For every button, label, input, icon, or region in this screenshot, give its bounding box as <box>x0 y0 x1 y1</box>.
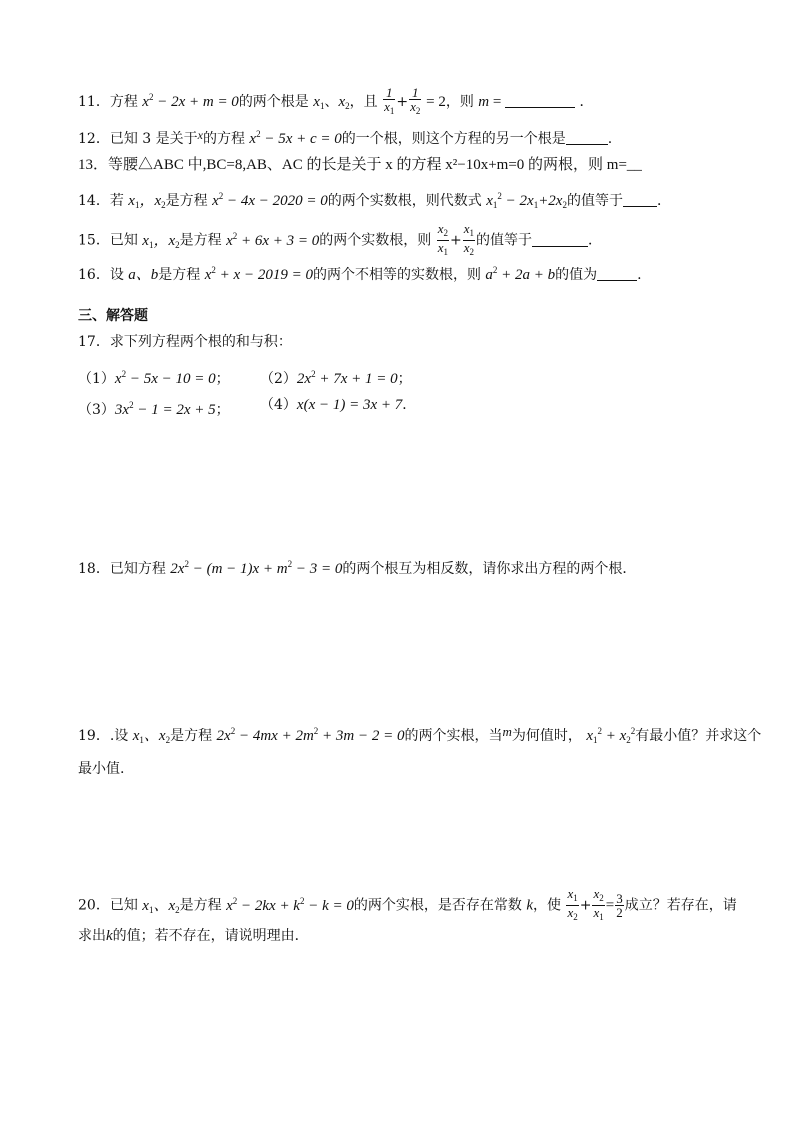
roots: $x_1$、$x_2$ <box>142 897 180 915</box>
answer-blank[interactable] <box>566 130 608 145</box>
equation: $2x^2 - 4mx + 2m^2 + 3m - 2 = 0$ <box>216 726 405 744</box>
fraction: $\frac{x_2}{x_1}$ <box>593 886 604 922</box>
answer-blank[interactable] <box>505 93 575 108</box>
answer-blank[interactable] <box>597 266 637 281</box>
question-number: 11． <box>78 94 110 110</box>
sub-question-4: （4）x(x − 1) = 3x + 7． <box>260 397 417 413</box>
question-14: 14．若 $x_1$，$x_2$是方程 $x^2 - 4x - 2020 = 0$的两个实数根，则代数式 $x_1^2 - 2x_1+2x_2$的值等于 ． <box>78 191 671 210</box>
roots: $x_1$ <box>313 94 325 111</box>
answer-blank[interactable] <box>623 192 657 207</box>
question-number: 12． <box>78 131 110 147</box>
question-11: 11．方程 $x^2 - 2x + m = 0$的两个根是 $x_1$、$x_2$，且 $\frac{1}{x_1}$ + $\frac{1}{x_2}$ = 2，则 m = ． <box>78 85 594 116</box>
sub-question-1: $(1)x^2 - 5x - 10 = 0$； <box>78 369 230 387</box>
fraction: $\frac{1}{x_1}$ <box>384 85 395 116</box>
question-number: 20． <box>78 897 110 914</box>
sub-question-2: $(2)2x^2 + 7x + 1 = 0$； <box>260 369 412 387</box>
question-20-continued: 求出k的值；若不存在，请说明理由． <box>78 928 309 944</box>
question-17: 17．求下列方程两个根的和与积： <box>78 334 292 350</box>
question-number: 13． <box>78 157 109 173</box>
fraction: $\frac{x_1}{x_2}$ <box>463 221 475 257</box>
expression: $x_1^2 - 2x_1+2x_2$ <box>486 191 567 210</box>
question-number: 18． <box>78 561 110 577</box>
question-13: 13．等腰△ABC 中,BC=8,AB、AC 的长是关于 x 的方程 x²−10x+m=0 的两根，则 m=__ <box>78 157 642 173</box>
fraction: $\frac{1}{x_2}$ <box>410 85 421 116</box>
sub-question-3: $(3)3x^2 - 1 = 2x + 5$； <box>78 400 230 418</box>
question-number: 14． <box>78 193 110 209</box>
question-19-continued: 最小值. <box>78 761 125 777</box>
roots: $x_1$、$x_2$ <box>132 728 171 745</box>
expression: $a^2 + 2a + b$ <box>485 265 556 283</box>
question-18: 18．已知方程 $2x^2 - (m - 1)x + m^2 - 3 = 0$的两个根互为相反数，请你求出方程的两个根． <box>78 559 637 577</box>
question-number: 19． <box>78 728 110 744</box>
equation: $2x^2 - (m - 1)x + m^2 - 3 = 0$ <box>170 559 343 577</box>
fraction: $\frac{x_2}{x_1}$ <box>437 221 449 257</box>
equation: $x^2 - 2kx + k^2 - k = 0$ <box>226 895 354 914</box>
question-15: 15．已知 $x_1$，$x_2$是方程 $x^2 + 6x + 3 = 0$的两个实数根，则 $\frac{x_2}{x_1}$ + $\frac{x_1}{x_2}$ 的值等于 ． <box>78 221 603 257</box>
question-number: 16． <box>78 267 110 283</box>
question-number: 17． <box>78 334 110 350</box>
unknown: m <box>478 94 490 110</box>
fraction: $\frac{3}{2}$ <box>616 891 623 920</box>
answer-blank[interactable] <box>532 232 588 247</box>
equation: $x^2 - 4x - 2020 = 0$ <box>212 191 328 209</box>
equation: $x^2 + x - 2019 = 0$ <box>204 265 313 283</box>
roots: $x_1$，$x_2$ <box>128 193 166 210</box>
question-12: 12．已知 3 是关于x的方程 $x^2 - 5x + c = 0$的一个根，则这个方程的另一个根是 . <box>78 128 613 147</box>
fraction: $\frac{x_1}{x_2}$ <box>567 886 578 922</box>
question-19: 19．.设 $x_1$、$x_2$是方程 $2x^2 - 4mx + 2m^2 + 3m - 2 = 0$的两个实根，当m为何值时， $x_1^2 + x_2^2$有最小值？并求这个 <box>78 724 762 745</box>
question-20: 20．已知 $x_1$、$x_2$是方程 $x^2 - 2kx + k^2 - k = 0$的两个实根，是否存在常数 k，使 $\frac{x_1}{x_2}$ + $\frac{x_2}{x_1}$ = $\frac{3}{2}$ 成立？若存在，请 <box>78 886 737 922</box>
section-heading: 三、解答题 <box>78 308 148 324</box>
expression: $x_1^2 + x_2^2$ <box>586 726 636 745</box>
equation: $x^2 + 6x + 3 = 0$ <box>226 230 320 249</box>
equation: $x^2 - 2x + m = 0$ <box>142 92 239 110</box>
equation: $x^2 - 5x + c = 0$ <box>249 129 342 147</box>
question-16: 16．设 a、b是方程 $x^2 + x - 2019 = 0$的两个不相等的实数根，则 $a^2 + 2a + b$的值为 . <box>78 265 642 283</box>
question-number: 15． <box>78 232 110 249</box>
roots: $x_1$，$x_2$ <box>142 232 180 250</box>
variables: a、b <box>128 267 159 283</box>
